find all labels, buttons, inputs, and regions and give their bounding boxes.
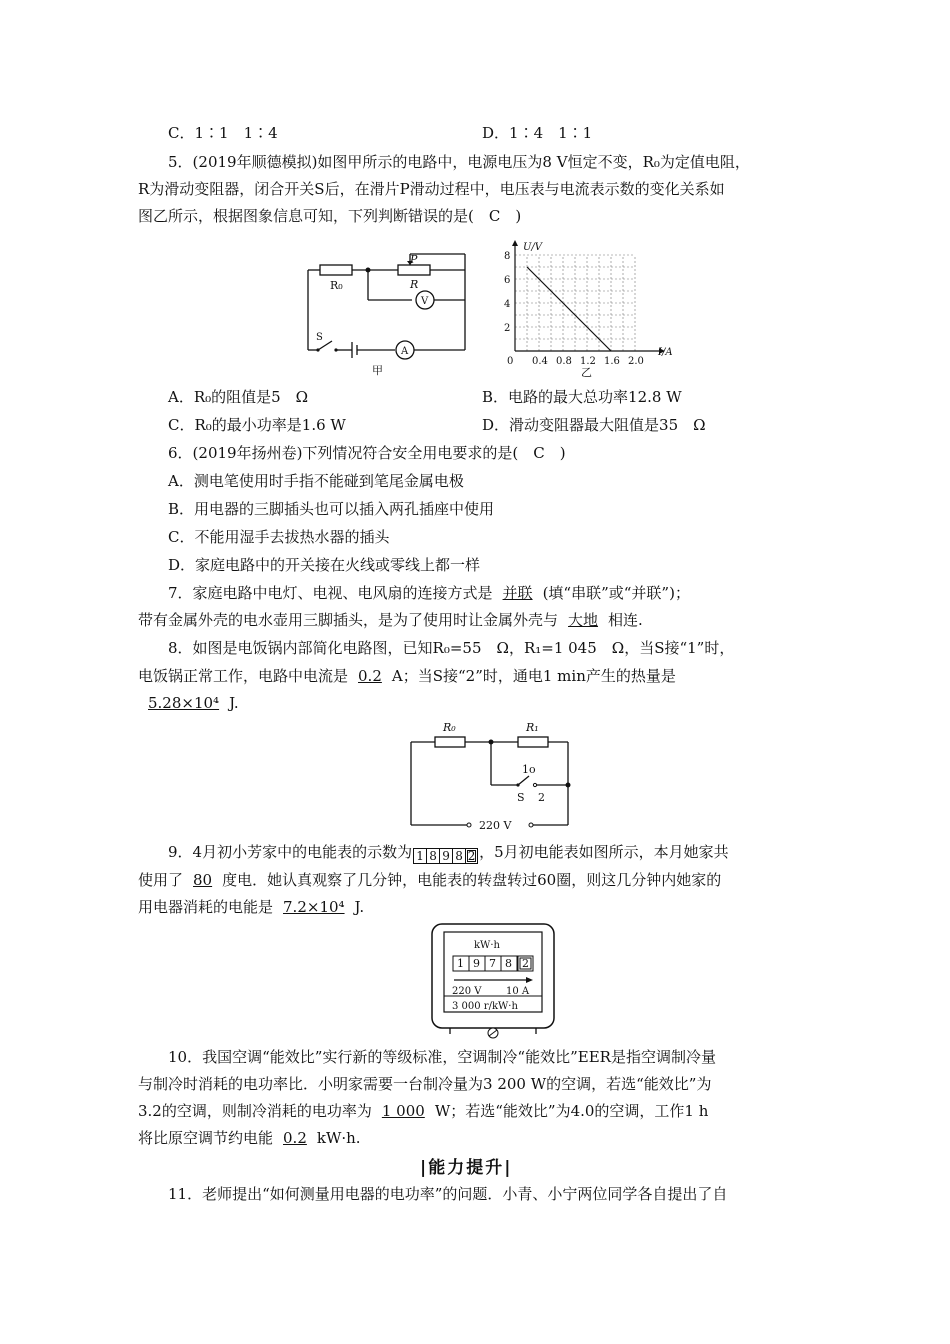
chart-caption: 乙	[581, 366, 592, 379]
y-tick-label: 8	[504, 251, 511, 262]
x-axis-label: I/A	[658, 347, 673, 358]
q7-text: (填“串联”或“并联”)；	[542, 584, 690, 602]
q8-line3	[138, 693, 239, 713]
q6-option-a: A．测电笔使用时手指不能碰到笔尾金属电极	[168, 472, 464, 490]
series-line	[527, 267, 611, 351]
x-tick-label: 1.6	[604, 356, 620, 367]
q10-text: 3.2的空调，则制冷消耗的电功率为	[138, 1102, 372, 1120]
meter-reading-inline	[413, 848, 478, 864]
meter-digit-decimal: 2	[522, 957, 529, 970]
q10-line3	[138, 1101, 708, 1121]
q9-text: 用电器消耗的电能是	[138, 898, 274, 916]
terminal-1-label: 1o	[522, 763, 536, 776]
q5-stem-line3: 图乙所示，根据图象信息可知，下列判断错误的是( C )	[138, 207, 522, 225]
meter-digit: 7	[489, 957, 496, 970]
q9-text: 度电．她认真观察了几分钟，电能表的转盘转过60圈，则这几分钟内她家的	[222, 871, 722, 889]
switch-label: S	[316, 332, 323, 343]
q11-line1: 11．老师提出“如何测量用电器的电功率”的问题．小青、小宁两位同学各自提出了自	[168, 1185, 728, 1203]
label-r0: R₀	[443, 721, 456, 734]
q7-text: 相连.	[608, 611, 643, 629]
label-p: P	[410, 253, 418, 266]
y-axis-label: U/V	[523, 242, 543, 253]
energy-meter	[430, 922, 556, 1040]
q9-answer2: 7.2×10⁴	[283, 898, 345, 916]
label-r1: R₁	[526, 721, 539, 734]
caption-jia: 甲	[372, 364, 383, 377]
label-r: R	[410, 278, 419, 291]
voltmeter-label: V	[421, 296, 429, 307]
q6-stem: 6．(2019年扬州卷)下列情况符合安全用电要求的是( C )	[168, 444, 566, 462]
q9-text: ，5月初电能表如图所示，本月她家共	[479, 843, 729, 861]
x-tick-label: 0	[507, 356, 514, 367]
q7-answer2: 大地	[568, 611, 599, 629]
meter-unit: kW·h	[474, 940, 500, 951]
meter-digit: 8	[505, 957, 512, 970]
q5-option-a: A．R₀的阻值是5 Ω	[168, 388, 309, 406]
q7-line2	[138, 610, 643, 630]
q8-text: 电饭锅正常工作，电路中电流是	[138, 667, 349, 685]
meter-voltage: 220 V	[452, 986, 482, 997]
q9-text: J.	[354, 898, 365, 916]
ammeter-label: A	[401, 346, 409, 357]
label-r0: R₀	[330, 279, 343, 292]
circuit-diagram-jia	[300, 248, 480, 378]
q7-text: 7．家庭电路中电灯、电视、电风扇的连接方式是	[168, 584, 493, 602]
switch-s-label: S	[517, 791, 525, 804]
x-tick-label: 0.8	[556, 356, 572, 367]
y-axis-arrow	[512, 240, 518, 246]
x-tick-label: 1.2	[580, 356, 596, 367]
digit: 8	[427, 849, 440, 863]
q6-option-c: C．不能用湿手去拔热水器的插头	[168, 528, 390, 546]
q8-line1: 8．如图是电饭锅内部简化电路图，已知R₀=55 Ω，R₁=1 045 Ω，当S接“1”时，	[168, 639, 735, 657]
q7-text: 带有金属外壳的电水壶用三脚插头，是为了使用时让金属外壳与	[138, 611, 559, 629]
q5-option-b: B．电路的最大总功率12.8 W	[482, 388, 682, 406]
digit: 8	[453, 849, 466, 863]
q9-line3	[138, 897, 364, 917]
q10-answer2: 0.2	[283, 1129, 307, 1147]
digit: 9	[440, 849, 453, 863]
q4-option-d: D．1∶4 1∶1	[482, 124, 593, 142]
q5-stem-line2: R为滑动变阻器，闭合开关S后，在滑片P滑动过程中，电压表与电流表示数的变化关系如	[138, 180, 725, 198]
meter-current: 10 A	[506, 986, 530, 997]
q9-text: 9．4月初小芳家中的电能表的示数为	[168, 843, 413, 861]
q10-answer1: 1 000	[381, 1102, 425, 1120]
y-tick-label: 2	[504, 323, 511, 334]
q6-option-b: B．用电器的三脚插头也可以插入两孔插座中使用	[168, 500, 495, 518]
digit-decimal: 2	[467, 849, 476, 863]
q10-text: kW·h.	[316, 1129, 361, 1147]
y-tick-label: 6	[504, 275, 511, 286]
digit: 1	[414, 849, 427, 863]
q8-line2	[138, 666, 676, 686]
q9-answer1: 80	[193, 871, 213, 889]
q10-text: 将比原空调节约电能	[138, 1129, 274, 1147]
rice-cooker-circuit	[405, 713, 575, 837]
q10-line4	[138, 1128, 361, 1148]
meter-digit: 1	[457, 957, 464, 970]
q10-text: W；若选“能效比”为4.0的空调，工作1 h	[434, 1102, 709, 1120]
q9-text: 使用了	[138, 871, 184, 889]
q9-line1	[168, 842, 729, 864]
section-banner: |能力提升|	[420, 1158, 513, 1178]
q8-answer1: 0.2	[358, 667, 382, 685]
terminal-2-label: 2	[538, 791, 545, 804]
q8-answer2: 5.28×10⁴	[148, 694, 220, 712]
q5-option-d: D．滑动变阻器最大阻值是35 Ω	[482, 416, 706, 434]
q5-stem-line1: 5．(2019年顺德模拟)如图甲所示的电路中，电源电压为8 V恒定不变，R₀为定值电阻，	[168, 153, 750, 171]
y-tick-label: 4	[504, 299, 511, 310]
q4-option-c: C．1∶1 1∶4	[168, 124, 278, 142]
x-tick-label: 2.0	[628, 356, 644, 367]
q10-line2: 与制冷时消耗的电功率比．小明家需要一台制冷量为3 200 W的空调，若选“能效比”为	[138, 1075, 712, 1093]
meter-rate: 3 000 r/kW·h	[452, 1001, 518, 1012]
q9-line2	[138, 870, 721, 890]
supply-voltage-label: 220 V	[479, 819, 512, 832]
q8-text: A；当S接“2”时，通电1 min产生的热量是	[391, 667, 676, 685]
q8-text: J.	[229, 694, 239, 712]
q10-line1: 10．我国空调“能效比”实行新的等级标准，空调制冷“能效比”EER是指空调制冷量	[168, 1048, 716, 1066]
q5-option-c: C．R₀的最小功率是1.6 W	[168, 416, 346, 434]
q7-line1	[168, 583, 690, 603]
q6-option-d: D．家庭电路中的开关接在火线或零线上都一样	[168, 556, 481, 574]
x-tick-label: 0.4	[532, 356, 548, 367]
chart-u-i	[495, 238, 685, 380]
meter-digit: 9	[473, 957, 480, 970]
q7-answer1: 并联	[502, 584, 533, 602]
